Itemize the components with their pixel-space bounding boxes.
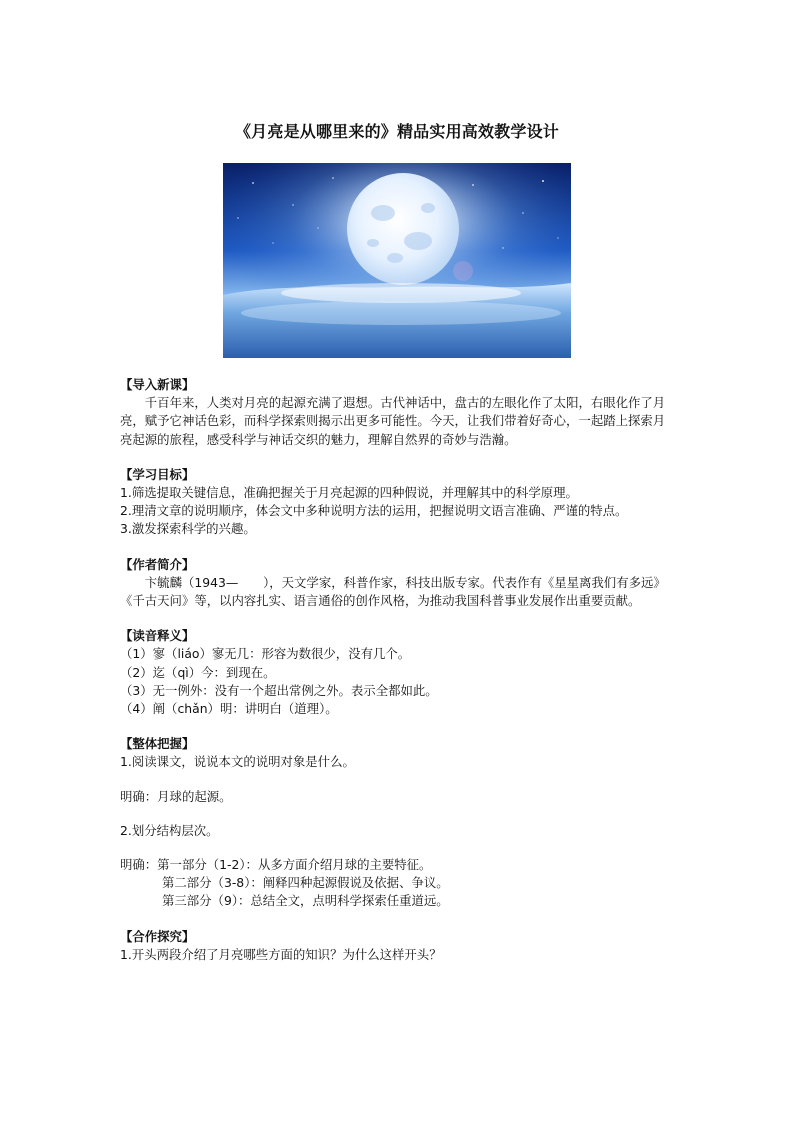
question: 1.开头两段介绍了月亮哪些方面的知识？为什么这样开头？ [120, 946, 442, 962]
answer-line: 第三部分（9）：总结全文，点明科学探索任重道远。 [162, 893, 449, 909]
section-heading: 【学习目标】 [120, 466, 195, 482]
section-heading: 【读音释义】 [120, 628, 195, 644]
vocab-item: （1）寥（liáo）寥无几：形容为数很少，没有几个。 [120, 646, 411, 662]
document-body [120, 376, 676, 964]
section-author [120, 556, 676, 611]
section-goals [120, 466, 676, 539]
section-heading: 【作者简介】 [120, 556, 195, 572]
answer-line: 明确：第一部分（1-2）：从多方面介绍月球的主要特征。 [120, 857, 432, 873]
goal-item: 2.理清文章的说明顺序，体会文中多种说明方法的运用，把握说明文语言准确、严谨的特点。 [120, 503, 628, 519]
answer-line: 第二部分（3-8）：阐释四种起源假说及依据、争议。 [162, 875, 449, 891]
answer: 明确：月球的起源。 [120, 788, 232, 804]
author-paragraph: 卞毓麟（1943— ），天文学家，科普作家，科技出版专家。代表作有《星星离我们有多远》《千古天问》等，以内容扎实、语言通俗的创作风格，为推动我国科普事业发展作出重要贡献。 [120, 574, 666, 609]
vocab-item: （4）阐（chǎn）明：讲明白（道理）。 [120, 701, 338, 717]
moon-illustration [223, 163, 571, 358]
intro-paragraph: 千百年来，人类对月亮的起源充满了遐想。古代神话中，盘古的左眼化作了太阳，右眼化作了月亮，赋予它神话色彩，而科学探索则揭示出更多可能性。今天，让我们带着好奇心，一起踏上探索月亮起源的旅程，感受科学与神话交织的魅力，理解自然界的奇妙与浩瀚。 [120, 395, 666, 447]
section-intro [120, 376, 676, 449]
vocab-item: （3）无一例外：没有一个超出常例之外。表示全都如此。 [120, 682, 438, 698]
section-heading: 【导入新课】 [120, 377, 195, 392]
section-heading: 【合作探究】 [120, 928, 195, 944]
question: 1.阅读课文，说说本文的说明对象是什么。 [120, 754, 355, 770]
section-heading: 【整体把握】 [120, 736, 195, 752]
goal-item: 3.激发探索科学的兴趣。 [120, 521, 256, 537]
section-explore [120, 928, 676, 964]
section-overall [120, 735, 676, 910]
vocab-item: （2）迄（qì）今：到现在。 [120, 664, 276, 680]
document-title: 《月亮是从哪里来的》精品实用高效教学设计 [234, 122, 559, 141]
section-vocab [120, 627, 676, 718]
question: 2.划分结构层次。 [120, 822, 219, 838]
goal-item: 1.筛选提取关键信息，准确把握关于月亮起源的四种假说，并理解其中的科学原理。 [120, 485, 578, 501]
